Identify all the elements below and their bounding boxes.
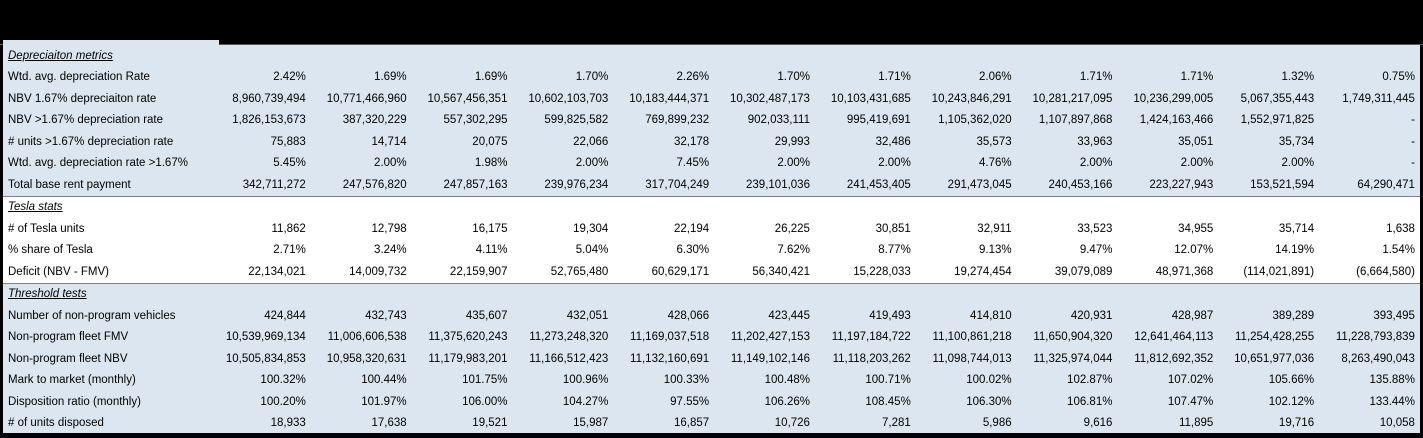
cell[interactable]: 19,521 [472, 417, 508, 430]
cell[interactable]: 4.76% [979, 157, 1012, 170]
row-label[interactable]: Wtd. avg. depreciation rate >1.67% [8, 157, 188, 170]
cell[interactable]: 16,857 [673, 417, 710, 430]
cell[interactable]: 2.42% [273, 71, 306, 84]
cell[interactable]: 389,289 [1272, 309, 1315, 322]
cell[interactable]: 14.19% [1275, 244, 1315, 257]
cell[interactable]: 22,194 [673, 222, 710, 235]
cell[interactable]: 1.70% [575, 71, 609, 84]
cell[interactable]: 2.00% [777, 157, 810, 170]
table-row [3, 131, 1420, 153]
cell[interactable]: 2.06% [979, 71, 1012, 84]
row-label[interactable]: # of Tesla units [8, 222, 85, 235]
cell[interactable]: - [1411, 135, 1415, 148]
cell[interactable]: 11,179,983,201 [428, 352, 508, 365]
cell[interactable]: 56,340,421 [752, 265, 810, 278]
cell[interactable]: 100.96% [562, 374, 609, 387]
cell[interactable]: 10,103,431,685 [830, 92, 911, 105]
cell[interactable]: 2.00% [374, 157, 407, 170]
cell[interactable]: - [1411, 157, 1415, 170]
cell[interactable]: 1.69% [474, 71, 508, 84]
cell[interactable]: 153,521,594 [1250, 178, 1315, 191]
cell[interactable]: 10,183,444,371 [629, 92, 710, 105]
cell[interactable]: 420,931 [1070, 309, 1113, 322]
row-label[interactable]: NBV >1.67% depreciation rate [8, 114, 164, 127]
table-row [3, 261, 1420, 283]
cell[interactable]: 11,228,793,839 [1335, 331, 1415, 344]
table-row [3, 153, 1420, 175]
cell[interactable]: 4.11% [475, 244, 508, 257]
cell[interactable]: 106.26% [764, 395, 810, 408]
cell[interactable]: 2.00% [1281, 157, 1315, 170]
row-label[interactable]: Wtd. avg. depreciation Rate [8, 71, 150, 84]
row-label[interactable]: Disposition ratio (monthly) [8, 395, 141, 408]
table-row [3, 218, 1420, 240]
cell[interactable]: 1,552,971,825 [1240, 114, 1315, 127]
cell[interactable]: 11,118,203,262 [832, 352, 911, 365]
cell[interactable]: 1,107,897,868 [1038, 114, 1113, 127]
cell[interactable]: 11,650,904,320 [1033, 331, 1113, 344]
cell[interactable]: 7,281 [882, 417, 911, 430]
cell[interactable]: 10,058 [1379, 417, 1415, 430]
row-label[interactable]: NBV 1.67% depreciaiton rate [8, 92, 157, 105]
cell[interactable]: 102.12% [1268, 395, 1315, 408]
section-title[interactable]: Threshold tests [8, 288, 87, 301]
cell[interactable]: 10,243,846,291 [931, 92, 1012, 105]
cell[interactable]: 22,134,021 [248, 265, 306, 278]
cell[interactable]: 432,743 [365, 309, 407, 322]
cell[interactable]: 39,079,089 [1054, 265, 1113, 278]
cell[interactable]: 100.20% [260, 395, 306, 408]
cell[interactable]: 414,810 [970, 309, 1012, 322]
cell[interactable]: 35,573 [976, 135, 1012, 148]
cell[interactable]: 1.71% [1079, 71, 1113, 84]
cell[interactable]: 432,051 [566, 309, 609, 322]
cell[interactable]: 10,958,320,631 [326, 352, 407, 365]
cell[interactable]: 107.47% [1167, 395, 1214, 408]
cell[interactable]: 1.71% [1180, 71, 1214, 84]
cell[interactable]: 16,175 [472, 222, 508, 235]
cell[interactable]: 435,607 [465, 309, 508, 322]
cell[interactable]: 11,006,606,538 [327, 331, 407, 344]
cell[interactable]: 26,225 [774, 222, 810, 235]
cell[interactable]: 11,862 [271, 222, 306, 235]
cell[interactable]: 11,325,974,044 [1033, 352, 1113, 365]
row-label[interactable]: % share of Tesla [8, 244, 93, 257]
cell[interactable]: 393,495 [1373, 309, 1415, 322]
cell[interactable]: 15,228,033 [853, 265, 911, 278]
table-row [3, 327, 1420, 349]
cell[interactable]: 34,955 [1178, 222, 1214, 235]
cell[interactable]: 1,424,163,466 [1139, 114, 1214, 127]
cell[interactable]: 17,638 [371, 417, 407, 430]
cell[interactable]: 2.00% [1079, 157, 1113, 170]
cell[interactable]: 317,704,249 [645, 178, 710, 191]
cell[interactable]: 60,629,171 [651, 265, 710, 278]
cell[interactable]: (114,021,891) [1243, 265, 1315, 278]
cell[interactable]: 100.02% [966, 374, 1012, 387]
cell[interactable]: 7.45% [676, 157, 710, 170]
cell[interactable]: 247,576,820 [342, 178, 407, 191]
hidden-header-black-band [0, 0, 1423, 45]
cell[interactable]: 423,445 [768, 309, 810, 322]
cell[interactable]: 10,771,466,960 [326, 92, 407, 105]
row-label[interactable]: Mark to market (monthly) [8, 374, 136, 387]
cell[interactable]: 8,263,490,043 [1341, 352, 1415, 365]
cell[interactable]: 419,493 [869, 309, 911, 322]
cell[interactable]: 30,851 [875, 222, 911, 235]
cell[interactable]: 10,567,456,351 [427, 92, 508, 105]
cell[interactable]: 8.77% [878, 244, 911, 257]
cell[interactable]: 6.30% [676, 244, 710, 257]
cell[interactable]: 135.88% [1369, 374, 1415, 387]
cell[interactable]: 1,105,362,020 [938, 114, 1012, 127]
cell[interactable]: 902,033,111 [747, 114, 810, 127]
cell[interactable]: 11,149,102,146 [730, 352, 810, 365]
cell[interactable]: 5.45% [273, 157, 306, 170]
cell[interactable]: 2.26% [676, 71, 710, 84]
cell[interactable]: 11,375,620,243 [428, 331, 508, 344]
section-header-row [3, 284, 1420, 306]
cell[interactable]: 10,651,977,036 [1234, 352, 1315, 365]
cell[interactable]: 100.44% [361, 374, 407, 387]
cell[interactable]: 32,486 [875, 135, 911, 148]
cell[interactable]: 387,320,229 [342, 114, 407, 127]
cell[interactable]: 2.00% [1180, 157, 1214, 170]
cell[interactable]: 11,273,248,320 [529, 331, 609, 344]
cell[interactable]: 11,197,184,722 [831, 331, 911, 344]
cell[interactable]: 35,051 [1178, 135, 1214, 148]
cell[interactable]: 769,899,232 [645, 114, 710, 127]
cell[interactable]: 100.33% [663, 374, 710, 387]
cell[interactable]: 12.07% [1174, 244, 1214, 257]
cell[interactable]: 29,993 [774, 135, 810, 148]
table-row [3, 413, 1420, 434]
cell[interactable]: 97.55% [670, 395, 710, 408]
cell[interactable]: 995,419,691 [846, 114, 911, 127]
table-row [3, 391, 1420, 413]
cell[interactable]: 15,987 [573, 417, 609, 430]
cell[interactable]: 11,202,427,153 [730, 331, 810, 344]
cell[interactable]: 102.87% [1067, 374, 1113, 387]
cell[interactable]: 3.24% [374, 244, 407, 257]
cell[interactable]: 240,453,166 [1048, 178, 1113, 191]
cell[interactable]: 133.44% [1369, 395, 1415, 408]
table-row [3, 370, 1420, 392]
cell[interactable]: 33,523 [1077, 222, 1113, 235]
cell[interactable]: 19,274,454 [954, 265, 1012, 278]
table-row [3, 110, 1420, 132]
cell[interactable]: 10,281,217,095 [1032, 92, 1113, 105]
row-label[interactable]: # of units disposed [8, 417, 104, 430]
section [3, 283, 1420, 434]
cell[interactable]: 75,883 [270, 135, 306, 148]
cell[interactable]: 22,159,907 [449, 265, 508, 278]
cell[interactable]: 106.00% [462, 395, 508, 408]
cell[interactable]: 10,602,103,703 [528, 92, 609, 105]
cell[interactable]: 1.54% [1382, 244, 1415, 257]
cell[interactable]: 1.32% [1281, 71, 1315, 84]
cell[interactable]: 5,067,355,443 [1240, 92, 1315, 105]
cell[interactable]: 1.70% [777, 71, 810, 84]
section-title[interactable]: Tesla stats [8, 201, 63, 214]
cell[interactable]: 291,473,045 [947, 178, 1012, 191]
row-label[interactable]: # units >1.67% depreciation rate [8, 135, 174, 148]
cell[interactable]: (6,664,580) [1356, 265, 1415, 278]
table-row [3, 174, 1420, 196]
cell[interactable]: 11,100,861,218 [932, 331, 1012, 344]
cell[interactable]: 11,254,428,255 [1235, 331, 1315, 344]
cell[interactable]: 11,812,692,352 [1134, 352, 1214, 365]
table-bottom-border [0, 433, 1423, 438]
cell[interactable]: 64,290,471 [1357, 178, 1415, 191]
cell[interactable]: 424,844 [264, 309, 306, 322]
cell[interactable]: 14,009,732 [349, 265, 407, 278]
cell[interactable]: - [1411, 114, 1415, 127]
cell[interactable]: 7.62% [777, 244, 810, 257]
cell[interactable]: 2.71% [273, 244, 306, 257]
row-label[interactable]: Non-program fleet FMV [8, 331, 129, 344]
cell[interactable]: 108.45% [865, 395, 911, 408]
row-label[interactable]: Total base rent payment [8, 178, 131, 191]
cell[interactable]: 5.04% [575, 244, 609, 257]
cell[interactable]: 10,726 [774, 417, 810, 430]
section [3, 196, 1420, 283]
cell[interactable]: 19,304 [573, 222, 609, 235]
cell[interactable]: 32,178 [673, 135, 710, 148]
cell[interactable]: 11,169,037,518 [630, 331, 710, 344]
cell[interactable]: 1,638 [1386, 222, 1415, 235]
cell[interactable]: 12,798 [371, 222, 407, 235]
cell[interactable]: 48,971,368 [1155, 265, 1214, 278]
cell[interactable]: 105.66% [1268, 374, 1315, 387]
section-header-row [3, 197, 1420, 219]
cell[interactable]: 106.30% [966, 395, 1012, 408]
cell[interactable]: 223,227,943 [1149, 178, 1214, 191]
cell[interactable]: 2.00% [878, 157, 911, 170]
table-row [3, 240, 1420, 262]
cell[interactable]: 10,539,969,134 [225, 331, 306, 344]
cell[interactable]: 342,711,272 [242, 178, 306, 191]
cell[interactable]: 104.27% [562, 395, 609, 408]
row-label[interactable]: Number of non-program vehicles [8, 309, 176, 322]
cell[interactable]: 14,714 [371, 135, 407, 148]
cell[interactable]: 5,986 [982, 417, 1012, 430]
cell[interactable]: 241,453,405 [846, 178, 911, 191]
cell[interactable]: 35,714 [1278, 222, 1315, 235]
cell[interactable]: 247,857,163 [443, 178, 508, 191]
cell[interactable]: 11,166,512,423 [529, 352, 609, 365]
cell[interactable]: 10,505,834,853 [225, 352, 306, 365]
cell[interactable]: 557,302,295 [443, 114, 508, 127]
cell[interactable]: 10,302,487,173 [730, 92, 810, 105]
cell[interactable]: 1.98% [474, 157, 508, 170]
cell[interactable]: 100.71% [865, 374, 911, 387]
section-title[interactable]: Depreciaiton metrics [8, 49, 113, 62]
cell[interactable]: 32,911 [977, 222, 1012, 235]
table-row [3, 348, 1420, 370]
cell[interactable]: 1,826,153,673 [232, 114, 306, 127]
metrics-table [3, 45, 1420, 433]
section [3, 45, 1420, 196]
cell[interactable]: 20,075 [472, 135, 508, 148]
cell[interactable]: 19,716 [1278, 417, 1315, 430]
row-label[interactable]: Non-program fleet NBV [8, 352, 128, 365]
cell[interactable]: 107.02% [1167, 374, 1214, 387]
cell[interactable]: 239,101,036 [746, 178, 810, 191]
table-row [3, 88, 1420, 110]
cell[interactable]: 2.00% [575, 157, 609, 170]
cell[interactable]: 35,734 [1278, 135, 1315, 148]
table-row [3, 305, 1420, 327]
cell[interactable]: 239,976,234 [544, 178, 609, 191]
cell[interactable]: 101.97% [361, 395, 407, 408]
cell[interactable]: 11,132,160,691 [630, 352, 710, 365]
cell[interactable]: 9.13% [979, 244, 1012, 257]
cell[interactable]: 101.75% [462, 374, 508, 387]
cell[interactable]: 1.69% [374, 71, 407, 84]
cell[interactable]: 11,895 [1178, 417, 1214, 430]
cell[interactable]: 18,933 [270, 417, 306, 430]
cell[interactable]: 100.32% [260, 374, 306, 387]
cell[interactable]: 428,987 [1171, 309, 1214, 322]
cell[interactable]: 599,825,582 [544, 114, 609, 127]
cell[interactable]: 106.81% [1067, 395, 1113, 408]
cell[interactable]: 12,641,464,113 [1134, 331, 1214, 344]
table-row [3, 67, 1420, 89]
cell[interactable]: 428,066 [667, 309, 710, 322]
cell[interactable]: 10,236,299,005 [1133, 92, 1214, 105]
row-label[interactable]: Deficit (NBV - FMV) [8, 265, 109, 278]
cell[interactable]: 52,765,480 [550, 265, 609, 278]
cell[interactable]: 100.48% [764, 374, 810, 387]
cell[interactable]: 9,616 [1083, 417, 1113, 430]
cell[interactable]: 0.75% [1382, 71, 1415, 84]
section-header-row [3, 45, 1420, 67]
cell[interactable]: 8,960,739,494 [232, 92, 306, 105]
cell[interactable]: 1.71% [878, 71, 911, 84]
cell[interactable]: 9.47% [1079, 244, 1113, 257]
cell[interactable]: 33,963 [1077, 135, 1113, 148]
cell[interactable]: 22,066 [573, 135, 609, 148]
cell[interactable]: 1,749,311,445 [1342, 92, 1415, 105]
cell[interactable]: 11,098,744,013 [932, 352, 1012, 365]
